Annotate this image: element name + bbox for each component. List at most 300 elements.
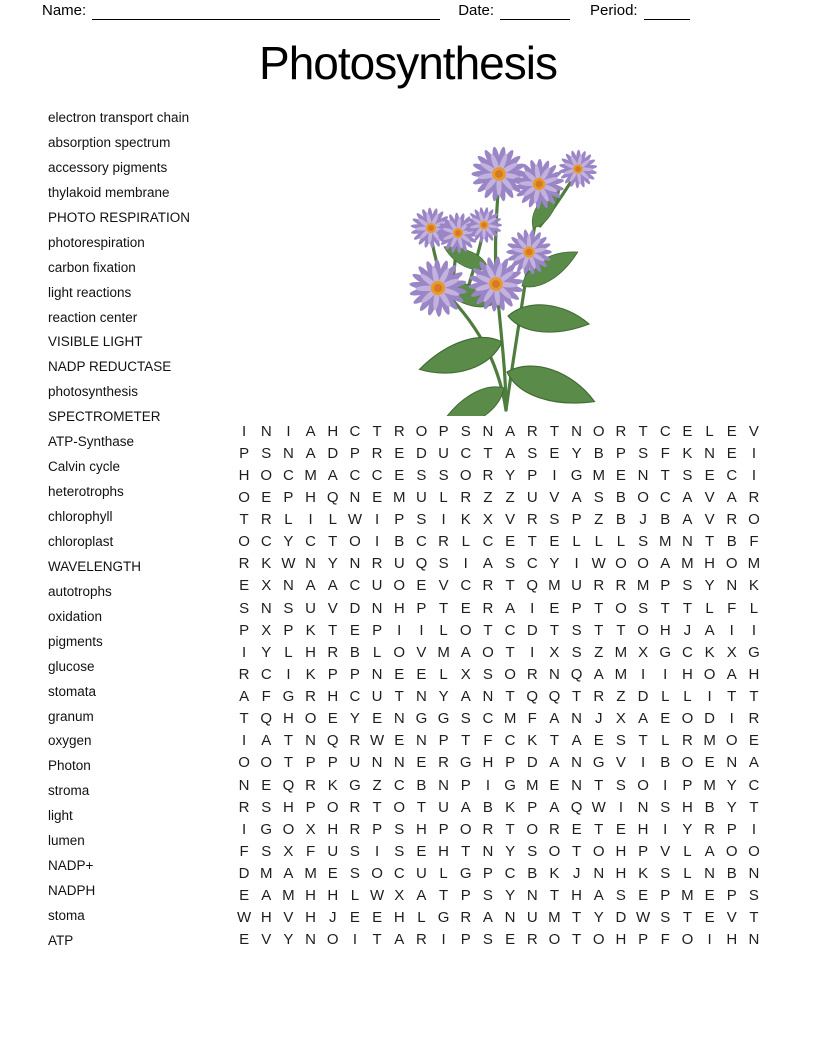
grid-letter: A xyxy=(726,488,737,506)
grid-letter: C xyxy=(504,621,516,639)
grid-letter: W xyxy=(369,732,385,750)
grid-letter: N xyxy=(526,887,538,905)
grid-letter: Y xyxy=(283,931,294,949)
grid-letter: N xyxy=(438,776,449,794)
grid-letter: X xyxy=(615,710,626,728)
grid-letter: O xyxy=(703,665,716,683)
grid-letter: A xyxy=(239,688,250,706)
grid-letter: S xyxy=(438,466,449,484)
grid-letter: T xyxy=(616,621,626,639)
grid-letter: B xyxy=(482,798,493,816)
grid-letter: R xyxy=(593,577,605,595)
grid-letter: S xyxy=(416,511,427,529)
grid-letter: Z xyxy=(594,511,604,529)
grid-letter: N xyxy=(571,710,582,728)
grid-letter: N xyxy=(260,599,272,617)
grid-letter: I xyxy=(441,931,446,949)
grid-letter: T xyxy=(594,776,604,794)
grid-letter: N xyxy=(305,931,316,949)
grid-letter: K xyxy=(460,511,471,529)
grid-letter: I xyxy=(286,665,291,683)
grid-letter: W xyxy=(347,511,362,529)
grid-letter: S xyxy=(615,887,626,905)
grid-letter: N xyxy=(282,444,294,462)
grid-letter: T xyxy=(660,466,670,484)
grid-letter: S xyxy=(527,444,538,462)
grid-letter: N xyxy=(548,665,560,683)
grid-letter: U xyxy=(526,909,538,927)
grid-letter: A xyxy=(726,665,737,683)
grid-letter: L xyxy=(683,842,692,860)
grid-letter: C xyxy=(748,776,760,794)
word-list-item: light reactions xyxy=(48,284,132,300)
grid-letter: Y xyxy=(349,710,360,728)
grid-letter: A xyxy=(305,422,316,440)
grid-letter: C xyxy=(726,466,738,484)
grid-letter: P xyxy=(682,776,693,794)
word-list-item: absorption spectrum xyxy=(48,134,171,150)
grid-letter: Q xyxy=(570,665,583,683)
grid-letter: D xyxy=(327,444,339,462)
grid-letter: I xyxy=(241,820,247,838)
grid-letter: Z xyxy=(505,488,515,506)
grid-letter: V xyxy=(505,511,516,529)
grid-letter: L xyxy=(661,732,670,750)
grid-letter: R xyxy=(482,466,494,484)
grid-letter: X xyxy=(394,887,405,905)
grid-letter: I xyxy=(663,776,668,794)
grid-letter: N xyxy=(748,931,760,949)
grid-letter: T xyxy=(527,533,537,551)
grid-letter: H xyxy=(438,842,449,860)
grid-letter: G xyxy=(459,865,472,883)
grid-letter: O xyxy=(681,754,694,772)
grid-letter: Y xyxy=(261,643,272,661)
grid-letter: O xyxy=(725,842,738,860)
grid-letter: Y xyxy=(726,776,737,794)
grid-letter: I xyxy=(352,931,357,949)
grid-letter: T xyxy=(461,732,471,750)
grid-letter: O xyxy=(349,533,361,551)
grid-letter: O xyxy=(415,422,428,440)
grid-letter: Y xyxy=(505,842,516,860)
grid-letter: S xyxy=(660,909,671,927)
grid-letter: N xyxy=(704,865,715,883)
grid-letter: E xyxy=(505,533,516,551)
grid-letter: O xyxy=(238,754,250,772)
grid-letter: Q xyxy=(415,555,428,573)
grid-letter: T xyxy=(438,887,449,905)
word-list-item: granum xyxy=(48,708,94,724)
grid-letter: H xyxy=(615,842,627,860)
grid-letter: O xyxy=(371,865,383,883)
grid-letter: E xyxy=(549,444,560,462)
grid-letter: P xyxy=(660,577,671,595)
grid-letter: K xyxy=(549,865,560,883)
grid-letter: L xyxy=(683,688,692,706)
grid-letter: H xyxy=(571,887,582,905)
grid-letter: P xyxy=(327,754,338,772)
grid-letter: P xyxy=(460,931,471,949)
grid-letter: E xyxy=(748,732,759,750)
grid-letter: J xyxy=(639,511,647,529)
page-title: Photosynthesis xyxy=(259,37,557,89)
grid-letter: I xyxy=(751,466,756,484)
grid-letter: Y xyxy=(593,909,604,927)
grid-letter: L xyxy=(284,643,293,661)
grid-letter: U xyxy=(526,488,538,506)
grid-letter: L xyxy=(661,688,670,706)
grid-letter: P xyxy=(527,466,538,484)
grid-letter: T xyxy=(328,621,338,639)
grid-letter: S xyxy=(682,577,693,595)
grid-letter: H xyxy=(327,688,339,706)
grid-letter: E xyxy=(239,577,250,595)
grid-letter: L xyxy=(594,533,603,551)
grid-letter: M xyxy=(304,466,317,484)
grid-letter: R xyxy=(349,798,361,816)
grid-letter: I xyxy=(441,511,446,529)
grid-letter: R xyxy=(526,511,538,529)
grid-letter: J xyxy=(328,909,337,927)
grid-letter: M xyxy=(503,710,517,728)
grid-letter: X xyxy=(726,643,737,661)
grid-letter: I xyxy=(286,422,291,440)
grid-letter: P xyxy=(660,887,671,905)
grid-letter: V xyxy=(704,511,715,529)
grid-letter: T xyxy=(394,688,404,706)
word-list-item: autotrophs xyxy=(48,583,112,599)
grid-letter: T xyxy=(283,754,293,772)
grid-letter: G xyxy=(349,776,361,794)
grid-letter: S xyxy=(593,488,604,506)
word-list-item: NADP REDUCTASE xyxy=(48,359,172,375)
grid-letter: S xyxy=(482,887,493,905)
date-label: Date: xyxy=(458,2,495,19)
grid-letter: A xyxy=(593,887,604,905)
name-label: Name: xyxy=(42,2,87,19)
grid-letter: Y xyxy=(571,444,582,462)
grid-letter: B xyxy=(394,533,405,551)
grid-letter: I xyxy=(552,466,557,484)
grid-letter: R xyxy=(238,555,250,573)
grid-letter: N xyxy=(593,865,605,883)
word-list-item: stroma xyxy=(48,783,90,799)
grid-letter: O xyxy=(681,710,694,728)
grid-letter: N xyxy=(637,798,649,816)
grid-letter: A xyxy=(394,931,405,949)
grid-letter: E xyxy=(615,466,626,484)
grid-letter: N xyxy=(726,754,738,772)
grid-letter: H xyxy=(482,754,494,772)
grid-letter: F xyxy=(727,599,737,617)
grid-letter: H xyxy=(282,710,294,728)
period-blank-line xyxy=(644,4,690,20)
date-blank-line xyxy=(500,4,570,20)
grid-letter: P xyxy=(239,621,250,639)
grid-letter: Y xyxy=(682,820,693,838)
grid-letter: B xyxy=(726,533,737,551)
grid-letter: S xyxy=(615,732,626,750)
grid-letter: C xyxy=(393,865,405,883)
word-list-item: Calvin cycle xyxy=(48,459,121,475)
grid-letter: E xyxy=(261,488,272,506)
grid-letter: R xyxy=(748,488,760,506)
grid-letter: A xyxy=(505,599,516,617)
grid-letter: H xyxy=(260,909,272,927)
word-list-item: thylakoid membrane xyxy=(48,184,170,200)
grid-letter: A xyxy=(571,732,582,750)
grid-letter: O xyxy=(459,621,472,639)
grid-letter: T xyxy=(682,909,692,927)
grid-letter: C xyxy=(504,865,516,883)
grid-letter: A xyxy=(460,643,471,661)
word-list-item: photorespiration xyxy=(48,234,145,250)
grid-letter: G xyxy=(260,820,273,838)
word-list-item: light xyxy=(48,808,73,824)
grid-letter: T xyxy=(571,909,582,927)
grid-letter: M xyxy=(658,533,672,551)
grid-letter: I xyxy=(707,688,712,706)
grid-letter: A xyxy=(549,710,560,728)
grid-letter: O xyxy=(393,577,406,595)
grid-letter: X xyxy=(261,621,272,639)
grid-letter: P xyxy=(726,820,737,838)
period-label: Period: xyxy=(590,2,638,19)
grid-letter: F xyxy=(305,842,316,860)
grid-letter: K xyxy=(305,665,316,683)
grid-letter: B xyxy=(349,643,360,661)
grid-letter: K xyxy=(682,444,693,462)
grid-letter: E xyxy=(571,820,582,838)
grid-letter: R xyxy=(460,909,472,927)
grid-letter: H xyxy=(415,820,427,838)
grid-letter: P xyxy=(571,599,582,617)
grid-letter: M xyxy=(548,909,561,927)
grid-letter: E xyxy=(704,466,715,484)
grid-letter: H xyxy=(748,665,760,683)
grid-letter: C xyxy=(460,444,472,462)
grid-letter: T xyxy=(372,931,382,949)
grid-letter: V xyxy=(726,909,737,927)
grid-letter: E xyxy=(460,599,471,617)
grid-letter: A xyxy=(505,444,516,462)
grid-letter: R xyxy=(460,488,472,506)
grid-letter: X xyxy=(638,643,649,661)
grid-letter: C xyxy=(482,533,494,551)
grid-letter: P xyxy=(283,621,294,639)
grid-letter: T xyxy=(571,688,582,706)
grid-letter: N xyxy=(571,776,582,794)
grid-letter: N xyxy=(260,422,272,440)
grid-letter: P xyxy=(372,820,383,838)
grid-letter: T xyxy=(505,643,515,661)
grid-letter: M xyxy=(304,865,317,883)
grid-letter: G xyxy=(437,909,450,927)
grid-letter: C xyxy=(371,466,383,484)
grid-letter: K xyxy=(305,621,316,639)
grid-letter: H xyxy=(704,555,715,573)
grid-letter: A xyxy=(482,909,493,927)
grid-letter: Y xyxy=(704,577,715,595)
grid-letter: C xyxy=(349,466,361,484)
grid-letter: M xyxy=(614,643,628,661)
grid-letter: C xyxy=(349,422,361,440)
grid-letter: H xyxy=(305,909,316,927)
grid-letter: N xyxy=(282,577,294,595)
grid-letter: M xyxy=(548,577,561,595)
word-list-item: WAVELENGTH xyxy=(48,558,142,574)
grid-letter: Z xyxy=(372,776,382,794)
grid-letter: W xyxy=(236,909,252,927)
grid-letter: I xyxy=(374,533,380,551)
grid-letter: A xyxy=(704,621,715,639)
grid-letter: E xyxy=(615,820,626,838)
grid-letter: S xyxy=(460,710,471,728)
word-list-item: ATP xyxy=(48,932,74,948)
grid-letter: L xyxy=(572,533,581,551)
grid-letter: E xyxy=(239,887,250,905)
grid-letter: R xyxy=(748,710,760,728)
grid-letter: P xyxy=(638,842,649,860)
grid-letter: T xyxy=(505,820,515,838)
grid-letter: U xyxy=(393,555,405,573)
grid-letter: O xyxy=(526,820,539,838)
grid-letter: E xyxy=(726,422,737,440)
grid-letter: N xyxy=(371,665,383,683)
grid-letter: T xyxy=(438,599,449,617)
letter-grid xyxy=(233,420,765,951)
grid-letter: F xyxy=(749,533,759,551)
grid-letter: S xyxy=(394,820,405,838)
grid-letter: M xyxy=(525,776,539,794)
grid-letter: G xyxy=(592,754,605,772)
grid-letter: S xyxy=(416,466,427,484)
grid-letter: I xyxy=(751,820,756,838)
grid-letter: N xyxy=(482,842,494,860)
grid-letter: L xyxy=(461,533,470,551)
grid-letter: O xyxy=(482,643,494,661)
grid-letter: T xyxy=(239,710,249,728)
word-list-item: PHOTO RESPIRATION xyxy=(48,209,191,225)
word-list-item: accessory pigments xyxy=(48,159,168,175)
grid-letter: P xyxy=(438,820,449,838)
grid-letter: P xyxy=(527,798,538,816)
grid-letter: Y xyxy=(726,798,737,816)
grid-letter: L xyxy=(417,909,426,927)
grid-letter: C xyxy=(504,732,516,750)
grid-letter: A xyxy=(460,798,471,816)
grid-letter: U xyxy=(349,754,361,772)
grid-letter: O xyxy=(326,931,339,949)
grid-letter: S xyxy=(438,555,449,573)
grid-letter: I xyxy=(663,665,668,683)
grid-letter: C xyxy=(260,665,272,683)
grid-letter: N xyxy=(571,754,582,772)
grid-letter: G xyxy=(748,643,760,661)
grid-letter: E xyxy=(327,710,338,728)
grid-letter: Y xyxy=(438,688,449,706)
grid-letter: H xyxy=(305,887,316,905)
grid-letter: H xyxy=(305,643,316,661)
grid-letter: Q xyxy=(570,798,583,816)
grid-letter: A xyxy=(549,754,560,772)
grid-letter: A xyxy=(460,688,471,706)
grid-letter: I xyxy=(751,444,756,462)
grid-letter: A xyxy=(638,710,649,728)
grid-letter: L xyxy=(749,599,759,617)
word-list-item: VISIBLE LIGHT xyxy=(48,334,143,350)
grid-letter: I xyxy=(241,643,247,661)
grid-letter: P xyxy=(349,665,360,683)
grid-letter: D xyxy=(637,688,649,706)
grid-letter: T xyxy=(749,909,759,927)
word-list-item: reaction center xyxy=(48,309,138,325)
grid-letter: R xyxy=(238,665,250,683)
grid-letter: N xyxy=(415,732,427,750)
grid-letter: E xyxy=(239,931,250,949)
grid-letter: T xyxy=(660,599,670,617)
grid-letter: R xyxy=(526,422,538,440)
grid-letter: C xyxy=(349,688,361,706)
grid-letter: G xyxy=(459,754,472,772)
grid-letter: G xyxy=(570,466,583,484)
grid-letter: N xyxy=(748,865,760,883)
grid-letter: G xyxy=(437,710,450,728)
grid-letter: N xyxy=(482,422,494,440)
word-list-item: NADP+ xyxy=(48,858,94,874)
grid-letter: Y xyxy=(505,887,516,905)
grid-letter: M xyxy=(747,555,761,573)
grid-letter: V xyxy=(416,643,427,661)
grid-letter: R xyxy=(260,511,272,529)
grid-letter: B xyxy=(726,865,737,883)
grid-letter: H xyxy=(238,466,250,484)
grid-letter: R xyxy=(438,754,449,772)
grid-letter: T xyxy=(549,732,559,750)
grid-letter: L xyxy=(439,665,448,683)
grid-letter: K xyxy=(261,555,272,573)
grid-letter: H xyxy=(282,798,294,816)
grid-letter: Y xyxy=(327,555,338,573)
grid-letter: O xyxy=(725,732,738,750)
grid-letter: I xyxy=(574,555,579,573)
grid-letter: T xyxy=(571,931,582,949)
grid-letter: U xyxy=(438,798,449,816)
grid-letter: H xyxy=(305,488,316,506)
grid-letter: P xyxy=(349,444,360,462)
grid-letter: E xyxy=(394,444,405,462)
grid-letter: C xyxy=(460,577,472,595)
grid-letter: T xyxy=(328,533,338,551)
grid-letter: U xyxy=(571,577,582,595)
grid-letter: S xyxy=(460,422,471,440)
grid-letter: N xyxy=(681,533,693,551)
grid-letter: K xyxy=(638,865,649,883)
grid-letter: N xyxy=(571,422,582,440)
grid-letter: S xyxy=(660,798,671,816)
grid-letter: I xyxy=(618,798,623,816)
word-list-item: carbon fixation xyxy=(48,259,136,275)
grid-letter: S xyxy=(682,466,693,484)
word-list-item: glucose xyxy=(48,658,95,674)
grid-letter: H xyxy=(637,820,649,838)
word-list-item: electron transport chain xyxy=(48,110,190,125)
grid-letter: E xyxy=(660,710,671,728)
grid-letter: P xyxy=(571,511,582,529)
grid-letter: N xyxy=(415,688,427,706)
grid-letter: O xyxy=(748,511,760,529)
